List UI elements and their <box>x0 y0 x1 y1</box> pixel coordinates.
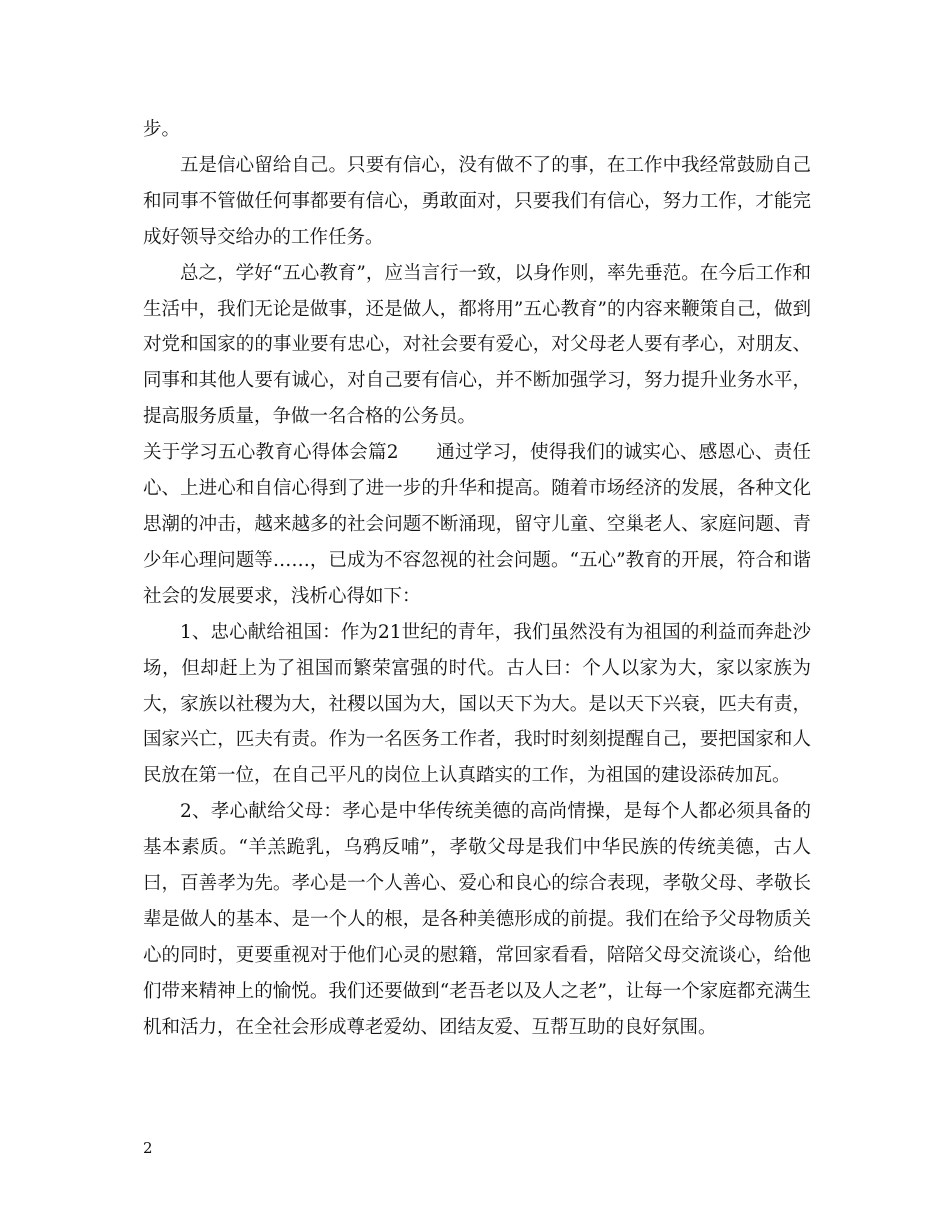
paragraph-summary: 总之，学好“五心教育”，应当言行一致，以身作则，率先垂范。在今后工作和生活中，我们无论是做事，还是做人，都将用”五心教育”的内容来鞭策自己，做到对党和国家的的事业要有忠心，对社会要有爱心，对父母老人要有孝心，对朋友、同事和其他人要有诚心，对自己要有信心，并不断加强学习，努力提升业务水平，提高服务质量，争做一名合格的公务员。 <box>143 262 811 428</box>
paragraph-continuation: 步。 <box>143 119 181 140</box>
paragraph-filial-piety: 2、孝心献给父母：孝心是中华传统美德的高尚情操，是每个人都必须具备的基本素质。“羊羔跪乳，乌鸦反哺”，孝敬父母是我们中华民族的传统美德，古人曰，百善孝为先。孝心是一个人善心、爱心和良心的综合表现，孝敬父母、孝敬长辈是做人的基本、是一个人的根，是各种美德形成的前提。我们在给予父母物质关心的同时，更要重视对于他们心灵的慰籍，常回家看看，陪陪父母交流谈心，给他们带来精神上的愉悦。我们还要做到“老吾老以及人之老”，让每一个家庭都充满生机和活力，在全社会形成尊老爱幼、团结友爱、互帮互助的良好氛围。 <box>143 801 811 1038</box>
document-body <box>143 112 811 1046</box>
page-number: 2 <box>143 1139 153 1157</box>
paragraph-confidence: 五是信心留给自己。只要有信心，没有做不了的事，在工作中我经常鼓励自己和同事不管做任何事都要有信心，勇敢面对，只要我们有信心，努力工作，才能完成好领导交给办的工作任务。 <box>143 154 811 248</box>
paragraph-loyalty: 1、忠心献给祖国：作为21世纪的青年，我们虽然没有为祖国的利益而奔赴沙场，但却赶上为了祖国而繁荣富强的时代。古人曰：个人以家为大，家以家族为大，家族以社稷为大，社稷以国为大，国以天下为大。是以天下兴衰，匹夫有责，国家兴亡，匹夫有责。作为一名医务工作者，我时时刻刻提醒自己，要把国家和人民放在第一位，在自己平凡的岗位上认真踏实的工作，为祖国的建设添砖加瓦。 <box>143 621 811 787</box>
paragraph-essay-2-intro: 关于学习五心教育心得体会篇2 通过学习，使得我们的诚实心、感恩心、责任心、上进心和自信心得到了进一步的升华和提高。随着市场经济的发展，各种文化思潮的冲击，越来越多的社会问题不断涌现，留守儿童、空巢老人、家庭问题、青少年心理问题等……，已成为不容忽视的社会问题。“五心”教育的开展，符合和谐社会的发展要求，浅析心得如下： <box>143 442 811 607</box>
